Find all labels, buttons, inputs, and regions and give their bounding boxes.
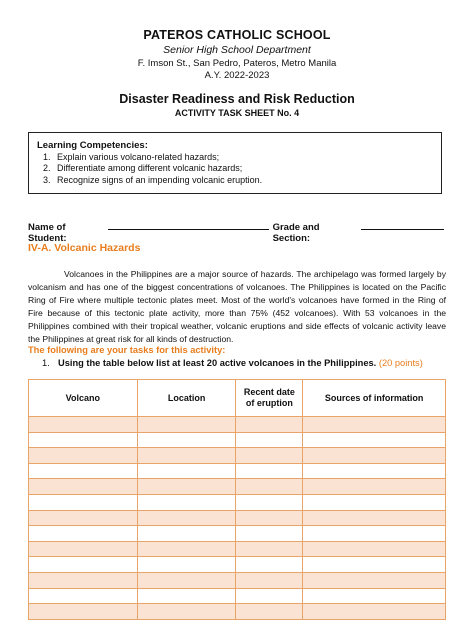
table-row [29,572,446,588]
subject-title: Disaster Readiness and Risk Reduction [119,92,355,106]
table-cell[interactable] [236,448,303,464]
sheet-title: ACTIVITY TASK SHEET No. 4 [174,108,300,118]
column-header-location: Location [137,380,236,417]
table-row [29,463,446,479]
table-cell[interactable] [236,526,303,542]
volcano-table [28,379,446,620]
table-cell[interactable] [236,541,303,557]
table-cell[interactable] [29,588,138,604]
table-cell[interactable] [236,510,303,526]
table-cell[interactable] [303,448,446,464]
table-cell[interactable] [303,432,446,448]
table-cell[interactable] [236,604,303,620]
task-number: 1. [42,358,50,368]
table-cell[interactable] [29,417,138,433]
table-cell[interactable] [236,463,303,479]
table-cell[interactable] [303,526,446,542]
table-cell[interactable] [137,588,236,604]
competency-item [37,152,431,163]
column-header-volcano: Volcano [29,380,138,417]
table-cell[interactable] [137,572,236,588]
table-cell[interactable] [236,557,303,573]
school-name: PATEROS CATHOLIC SCHOOL [143,28,331,42]
student-info-line [28,220,448,244]
intro-paragraph: Volcanoes in the Philippines are a major source of hazards. The archipelago was formed largely by volcanism and has one of the biggest concentrations of volcanoes. The Philippines is located on the Pacific Ring of Fire where multiple tectonic plates meet. Most of the world's volcanoes have formed in the Ring of Fire because of this tectonic plate activity, more than 75% (452 volcanoes). With 53 volcanoes in the Philippines combined with their tropical weather, volcanic eruptions and side effects of volcanic activity leave the Philippines at great risk for all kinds of destruction. [28,269,446,344]
name-label: Name of Student: [28,222,67,244]
competency-text: Recognize signs of an impending volcanic eruption. [57,174,263,185]
table-cell[interactable] [303,494,446,510]
table-cell[interactable] [137,510,236,526]
table-cell[interactable] [303,557,446,573]
table-header-row [29,380,446,417]
table-cell[interactable] [29,432,138,448]
table-cell[interactable] [303,541,446,557]
task-item-1 [42,358,452,368]
table-cell[interactable] [303,588,446,604]
table-cell[interactable] [137,604,236,620]
section-title: IV-A. Volcanic Hazards [28,242,141,254]
table-cell[interactable] [137,479,236,495]
table-cell[interactable] [236,479,303,495]
table-cell[interactable] [29,494,138,510]
table-cell[interactable] [137,448,236,464]
table-row [29,494,446,510]
competency-number: 3. [43,174,51,185]
competencies-list [37,152,431,186]
competency-number: 2. [43,163,51,174]
table-cell[interactable] [29,572,138,588]
table-cell[interactable] [137,463,236,479]
table-cell[interactable] [236,572,303,588]
table-row [29,417,446,433]
table-cell[interactable] [29,479,138,495]
academic-year: A.Y. 2022-2023 [204,70,270,81]
table-cell[interactable] [303,604,446,620]
table-cell[interactable] [137,432,236,448]
table-row [29,541,446,557]
table-row [29,448,446,464]
task-points: (20 points) [378,358,423,368]
table-cell[interactable] [303,417,446,433]
task-text: Using the table below list at least 20 active volcanoes in the Philippines. [58,358,377,368]
table-cell[interactable] [29,541,138,557]
table-cell[interactable] [137,417,236,433]
table-row [29,588,446,604]
competency-text: Differentiate among different volcanic hazards; [57,163,243,174]
table-cell[interactable] [29,510,138,526]
grade-section-label: Grade and Section: [272,222,320,244]
table-cell[interactable] [29,604,138,620]
table-cell[interactable] [137,494,236,510]
competency-item [37,175,431,186]
column-header-sources: Sources of information [303,380,446,417]
table-row [29,526,446,542]
competency-text: Explain various volcano-related hazards; [57,152,220,162]
table-row [29,479,446,495]
table-cell[interactable] [303,572,446,588]
table-cell[interactable] [236,494,303,510]
school-address: F. Imson St., San Pedro, Pateros, Metro Manila [137,58,337,69]
table-row [29,510,446,526]
table-cell[interactable] [236,432,303,448]
table-row [29,557,446,573]
table-cell[interactable] [303,510,446,526]
table-cell[interactable] [236,417,303,433]
department: Senior High School Department [163,44,311,56]
table-cell[interactable] [236,588,303,604]
tasks-heading: The following are your tasks for this activity: [28,345,226,355]
table-cell[interactable] [303,479,446,495]
learning-competencies-box [28,132,442,194]
table-cell[interactable] [29,526,138,542]
table-cell[interactable] [29,557,138,573]
table-cell[interactable] [137,526,236,542]
table-cell[interactable] [29,463,138,479]
grade-section-blank[interactable] [361,220,444,230]
student-name-blank[interactable] [108,220,269,230]
table-body [29,417,446,620]
table-cell[interactable] [137,557,236,573]
column-header-eruption-date: Recent date of eruption [236,380,303,417]
table-row [29,604,446,620]
table-cell[interactable] [29,448,138,464]
table-cell[interactable] [303,463,446,479]
competency-item [37,163,431,174]
table-row [29,432,446,448]
table-cell[interactable] [137,541,236,557]
competency-number: 1. [43,152,51,162]
competencies-title: Learning Competencies: [37,140,148,151]
